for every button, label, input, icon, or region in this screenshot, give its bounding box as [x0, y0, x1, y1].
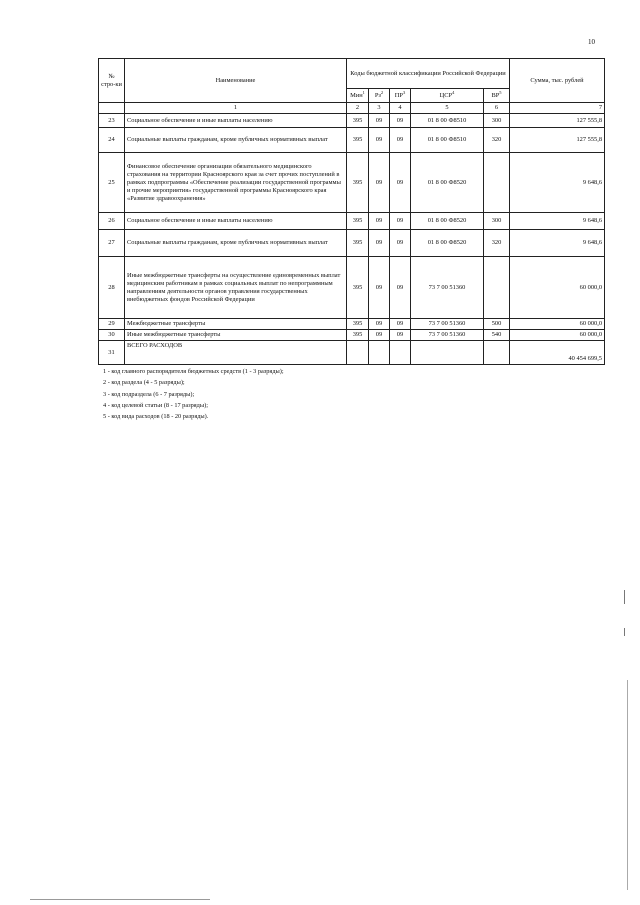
- row-min: 395: [347, 114, 369, 128]
- footnote: 4 - код целевой статьи (8 - 17 разряды);: [103, 401, 208, 409]
- row-pr: 09: [390, 230, 411, 257]
- row-number: 23: [99, 114, 125, 128]
- row-name: Иные межбюджетные трансферты: [125, 330, 347, 341]
- row-min: 395: [347, 128, 369, 153]
- row-csr: 01 8 00 Ф8510: [411, 128, 484, 153]
- table-row: [99, 330, 605, 341]
- footnotes: [103, 366, 284, 422]
- header-rz: $Рз^2$: [369, 89, 390, 103]
- row-pr: 09: [390, 213, 411, 230]
- empty-cell: [484, 341, 510, 365]
- row-sum: 127 555,8: [510, 114, 605, 128]
- row-min: 395: [347, 213, 369, 230]
- index-cell: 6: [484, 103, 510, 114]
- column-index-row: [99, 103, 605, 114]
- total-row: [99, 341, 605, 365]
- row-rz: 09: [369, 128, 390, 153]
- table-row: [99, 230, 605, 257]
- scan-mark: [624, 628, 625, 636]
- scan-bottom-line: [30, 899, 210, 900]
- scan-edge-line: [627, 680, 628, 890]
- row-vr: [484, 257, 510, 319]
- row-pr: 09: [390, 128, 411, 153]
- footnote: 2 - код раздела (4 - 5 разряды);: [103, 379, 185, 387]
- row-number: 26: [99, 213, 125, 230]
- row-min: 395: [347, 230, 369, 257]
- row-vr: 300: [484, 114, 510, 128]
- row-sum: 9 648,6: [510, 153, 605, 213]
- row-name: Финансовое обеспечение организации обязательного медицинского страхования на территории Красноярского края за счет прочих поступлений в рамках подпрограммы «Обеспечение реализации государственной программы и прочие мероприятия» государственной программы Красноярского края «Развитие здравоохранения»: [125, 153, 347, 213]
- empty-cell: [347, 341, 369, 365]
- row-rz: 09: [369, 213, 390, 230]
- footnote: 3 - код подраздела (6 - 7 разряды);: [103, 390, 195, 398]
- row-pr: 09: [390, 114, 411, 128]
- row-csr: 01 8 00 Ф8520: [411, 213, 484, 230]
- index-cell: [99, 103, 125, 114]
- row-rz: 09: [369, 153, 390, 213]
- row-name: Социальные выплаты гражданам, кроме публичных нормативных выплат: [125, 230, 347, 257]
- row-sum: 127 555,8: [510, 128, 605, 153]
- row-name: Социальное обеспечение и иные выплаты населению: [125, 114, 347, 128]
- row-sum: 60 000,0: [510, 319, 605, 330]
- row-vr: 500: [484, 319, 510, 330]
- row-number: 25: [99, 153, 125, 213]
- row-min: 395: [347, 319, 369, 330]
- index-cell: 2: [347, 103, 369, 114]
- row-number: 24: [99, 128, 125, 153]
- header-sum: Сумма, тыс. рублей: [510, 59, 605, 103]
- footnote: 5 - код вида расходов (18 - 20 разряды).: [103, 413, 209, 421]
- table-row: [99, 153, 605, 213]
- header-pr: $ПР^3$: [390, 89, 411, 103]
- row-csr: 01 8 00 Ф8520: [411, 230, 484, 257]
- row-sum: 9 648,6: [510, 213, 605, 230]
- table-row: [99, 213, 605, 230]
- row-vr: 300: [484, 213, 510, 230]
- row-rz: 09: [369, 257, 390, 319]
- total-sum: 40 454 699,5: [510, 341, 605, 365]
- row-sum: 60 000,0: [510, 257, 605, 319]
- row-sum: 9 648,6: [510, 230, 605, 257]
- empty-cell: [411, 341, 484, 365]
- row-vr: 320: [484, 230, 510, 257]
- row-vr: [484, 153, 510, 213]
- row-min: 395: [347, 153, 369, 213]
- index-cell: 3: [369, 103, 390, 114]
- index-cell: 1: [125, 103, 347, 114]
- header-vr: $ВР^5$: [484, 89, 510, 103]
- index-cell: 7: [510, 103, 605, 114]
- empty-cell: [390, 341, 411, 365]
- row-vr: 320: [484, 128, 510, 153]
- table-row: [99, 114, 605, 128]
- row-name: Социальные выплаты гражданам, кроме публичных нормативных выплат: [125, 128, 347, 153]
- header-min: Мин$^1$: [347, 89, 369, 103]
- table-row: [99, 319, 605, 330]
- footnote: 1 - код главного распорядителя бюджетных средств (1 - 3 разряды);: [103, 368, 284, 375]
- header-codes: Коды бюджетной классификации Российской Федерации: [347, 59, 510, 89]
- index-cell: 5: [411, 103, 484, 114]
- row-csr: 73 7 00 51360: [411, 319, 484, 330]
- row-vr: 540: [484, 330, 510, 341]
- page-number: 10: [588, 38, 595, 46]
- row-csr: 73 7 00 51360: [411, 257, 484, 319]
- row-name: Социальное обеспечение и иные выплаты населению: [125, 213, 347, 230]
- row-csr: 01 8 00 Ф8510: [411, 114, 484, 128]
- row-pr: 09: [390, 330, 411, 341]
- row-csr: 73 7 00 51360: [411, 330, 484, 341]
- index-cell: 4: [390, 103, 411, 114]
- row-sum: 60 000,0: [510, 330, 605, 341]
- row-number: 27: [99, 230, 125, 257]
- total-number: 31: [99, 341, 125, 365]
- header-csr: ЦСР$^4$: [411, 89, 484, 103]
- row-number: 28: [99, 257, 125, 319]
- header-num: № стро-ки: [99, 59, 125, 103]
- row-rz: 09: [369, 230, 390, 257]
- row-pr: 09: [390, 257, 411, 319]
- row-csr: 01 8 00 Ф8520: [411, 153, 484, 213]
- total-label: ВСЕГО РАСХОДОВ: [125, 341, 347, 365]
- table-row: [99, 128, 605, 153]
- row-rz: 09: [369, 330, 390, 341]
- row-rz: 09: [369, 114, 390, 128]
- row-number: 29: [99, 319, 125, 330]
- row-pr: 09: [390, 153, 411, 213]
- row-min: 395: [347, 330, 369, 341]
- empty-cell: [369, 341, 390, 365]
- header-name: Наименование: [125, 59, 347, 103]
- budget-table: [98, 58, 605, 365]
- row-min: 395: [347, 257, 369, 319]
- row-name: Межбюджетные трансферты: [125, 319, 347, 330]
- row-name: Иные межбюджетные трансферты на осуществление единовременных выплат медицинским работникам в рамках социальных выплат по непрограммным направлениям деятельности органов управления государственных внебюджетных фондов Российской Федерации: [125, 257, 347, 319]
- scan-mark: [624, 590, 625, 604]
- row-number: 30: [99, 330, 125, 341]
- row-rz: 09: [369, 319, 390, 330]
- table-row: [99, 257, 605, 319]
- row-pr: 09: [390, 319, 411, 330]
